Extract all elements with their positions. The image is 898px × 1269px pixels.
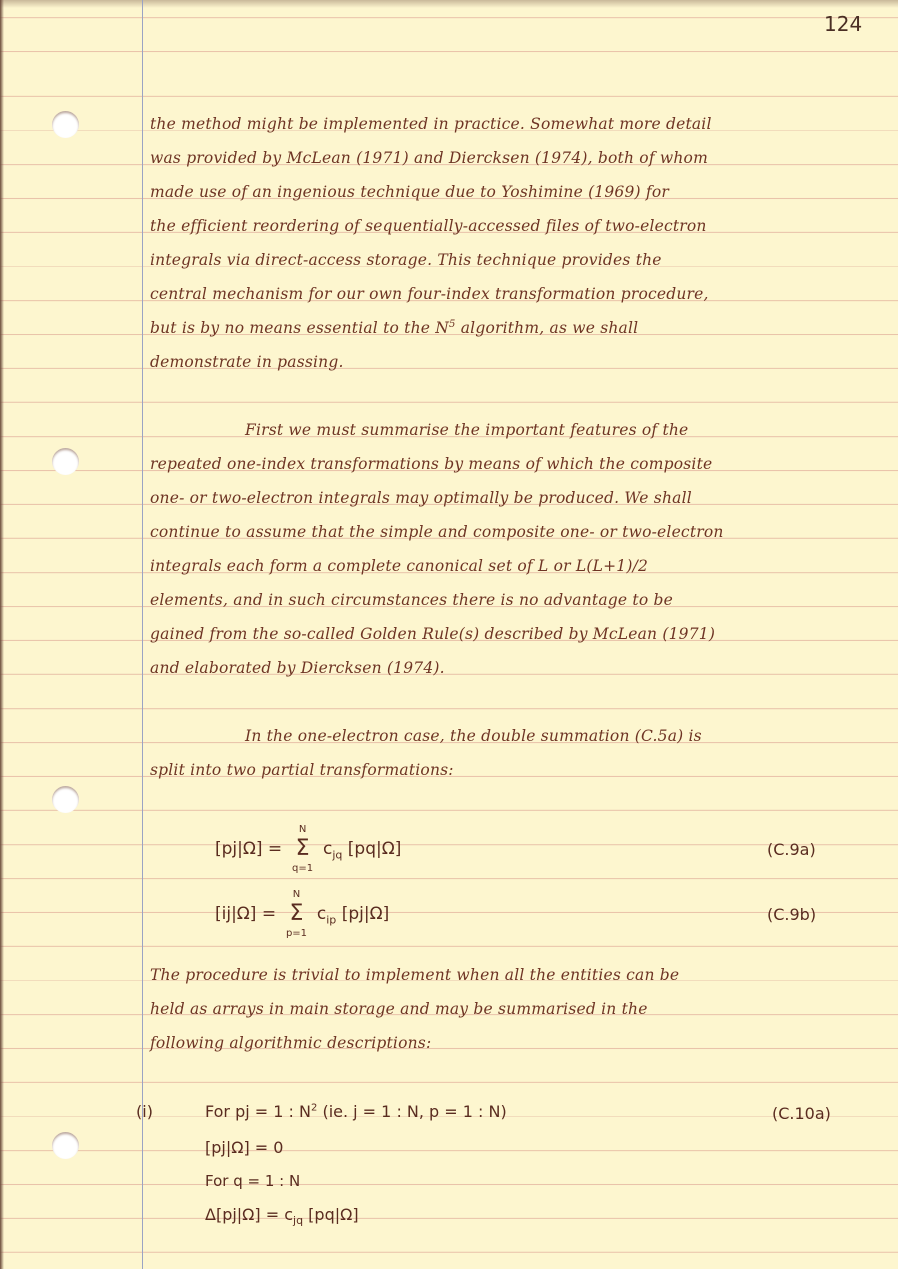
punch-hole (52, 786, 79, 813)
superscript: 5 (449, 319, 456, 330)
text-segment: algorithm, as we shall (455, 319, 639, 338)
sum-lower-limit: p=1 (285, 928, 308, 939)
text-line: central mechanism for our own four-index transformation procedure, (150, 285, 709, 303)
text-line: the method might be implemented in practice. Somewhat more detail (150, 115, 712, 133)
text-line: one- or two-electron integrals may optimally be produced. We shall (150, 489, 692, 507)
equation-lhs: [ij|Ω] = (215, 904, 277, 924)
page-number: 124 (824, 12, 863, 36)
superscript: 2 (310, 1102, 318, 1114)
algorithm-line (205, 1102, 507, 1121)
margin-rule (142, 0, 143, 1269)
summation (285, 889, 308, 939)
text-line: demonstrate in passing. (150, 353, 344, 371)
coefficient: c (316, 904, 327, 924)
equation-label: (C.10a) (772, 1104, 831, 1123)
text-line: held as arrays in main storage and may be summarised in the (150, 1000, 648, 1018)
text-segment: [pq|Ω] (303, 1205, 359, 1224)
equation-label: (C.9b) (767, 905, 817, 924)
equation-rhs: [pj|Ω] (336, 904, 390, 924)
algorithm-line: For q = 1 : N (205, 1172, 301, 1190)
text-line: made use of an ingenious technique due to Yoshimine (1969) for (150, 183, 670, 201)
coefficient-subscript: jq (332, 848, 343, 862)
punch-hole (52, 111, 79, 138)
equation-body (215, 824, 402, 874)
summation (292, 824, 314, 874)
algorithm-line (205, 1205, 359, 1227)
text-segment: Δ[pj|Ω] = c (205, 1205, 294, 1224)
sigma-symbol: Σ (289, 901, 304, 926)
subscript: jq (293, 1214, 304, 1228)
text-line: In the one-electron case, the double summation (C.5a) is (245, 727, 702, 745)
text-line: The procedure is trivial to implement when all the entities can be (150, 966, 680, 984)
sigma-symbol: Σ (295, 836, 310, 861)
text-line (150, 319, 638, 337)
text-line: gained from the so-called Golden Rule(s) described by McLean (1971) (150, 625, 716, 643)
coefficient: c (322, 839, 333, 859)
sum-upper-limit: N (292, 889, 301, 900)
text-line: integrals via direct-access storage. This technique provides the (150, 251, 662, 269)
text-line: the efficient reordering of sequentially-accessed files of two-electron (150, 217, 707, 235)
algorithm-line: [pj|Ω] = 0 (205, 1138, 284, 1157)
text-line: following algorithmic descriptions: (150, 1034, 432, 1052)
text-segment: (ie. j = 1 : N, p = 1 : N) (317, 1102, 507, 1121)
item-marker: (i) (136, 1102, 153, 1121)
text-line: First we must summarise the important features of the (245, 421, 689, 439)
equation-body (215, 889, 390, 939)
text-line: continue to assume that the simple and composite one- or two-electron (150, 523, 724, 541)
text-line: elements, and in such circumstances there is no advantage to be (150, 591, 674, 609)
equation-lhs: [pj|Ω] = (215, 839, 283, 859)
text-line: repeated one-index transformations by means of which the composite (150, 455, 713, 473)
sum-lower-limit: q=1 (292, 863, 314, 874)
sum-upper-limit: N (298, 824, 307, 835)
coefficient-subscript: ip (326, 913, 337, 927)
left-edge-shadow (0, 0, 4, 1269)
text-line: split into two partial transformations: (150, 761, 454, 779)
punch-hole (52, 1132, 79, 1159)
text-segment: For pj = 1 : N (205, 1102, 311, 1121)
text-line: and elaborated by Diercksen (1974). (150, 659, 445, 677)
top-edge-shadow (0, 0, 898, 8)
text-line: integrals each form a complete canonical set of L or L(L+1)/2 (150, 557, 649, 575)
text-segment: but is by no means essential to the N (150, 319, 450, 338)
text-line: was provided by McLean (1971) and Diercksen (1974), both of whom (150, 149, 708, 167)
equation-rhs: [pq|Ω] (342, 839, 402, 859)
equation-label: (C.9a) (767, 840, 816, 859)
punch-hole (52, 448, 79, 475)
